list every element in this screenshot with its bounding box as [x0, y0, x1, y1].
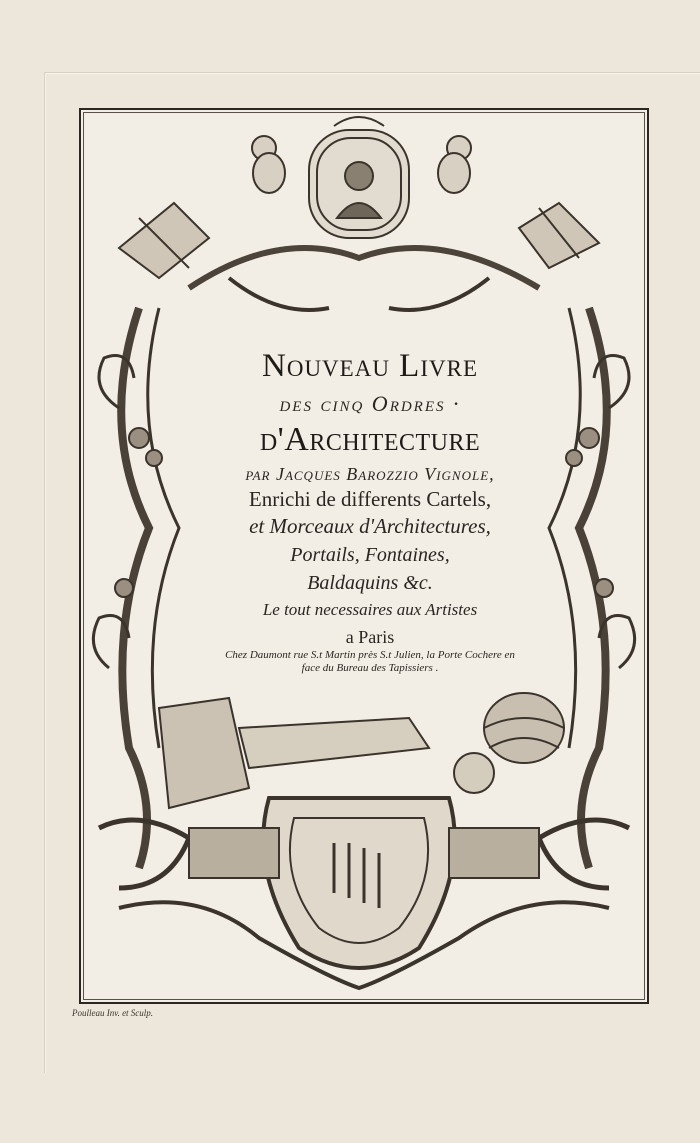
- imprint-city: a Paris: [345, 627, 395, 647]
- subtitle-artistes: Le tout necessaires aux Artistes: [262, 600, 478, 619]
- imprint-address-2: face du Bureau des Tapissiers .: [301, 662, 439, 674]
- engraver-credit: Poulleau Inv. et Sculp.: [72, 1008, 154, 1018]
- subtitle-cartels: Enrichi de differents Cartels,: [248, 487, 492, 511]
- imprint-address-1: Chez Daumont rue S.t Martin près S.t Julien, la Porte Cochere en: [225, 649, 515, 661]
- subtitle-morceaux: et Morceaux d'Architectures,: [249, 514, 491, 538]
- author-line: par Jacques Barozzio Vignole,: [245, 464, 495, 484]
- title-line-cinq-ordres: des cinq Ordres ·: [279, 391, 461, 416]
- title-line-architecture: d'Architecture: [259, 421, 481, 458]
- title-block: [150, 350, 590, 674]
- title-line-nouveau-livre: Nouveau Livre: [262, 348, 478, 384]
- subtitle-portails: Portails, Fontaines,: [290, 544, 450, 566]
- subtitle-baldaquins: Baldaquins &c.: [307, 572, 433, 594]
